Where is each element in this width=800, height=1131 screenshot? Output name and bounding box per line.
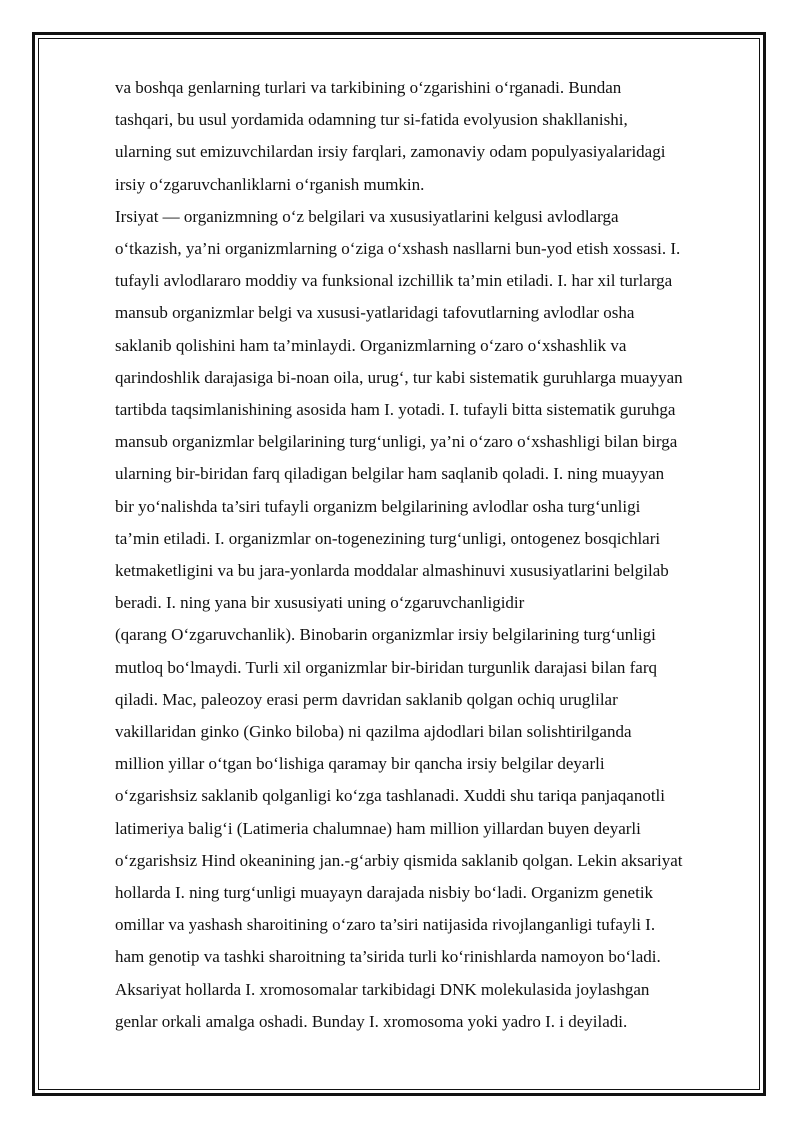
text-line: o‘tkazish, ya’ni organizmlarning o‘ziga o‘xshash nasllarni bun-yod etish xossasi. I. [115, 239, 681, 259]
text-line: mutloq bo‘lmaydi. Turli xil organizmlar bir-biridan turgunlik darajasi bilan farq [115, 657, 657, 677]
text-line: tufayli avlodlararo moddiy va funksional izchillik ta’min etiladi. I. har xil turlarga [115, 271, 673, 291]
text-line: ularning bir-biridan farq qiladigan belgilar ham saqlanib qoladi. I. ning muayyan [115, 464, 665, 484]
text-line: ketmaketligini va bu jara-yonlarda moddalar almashinuvi xususiyatlarini belgilab [115, 561, 669, 581]
text-line: omillar va yashash sharoitining o‘zaro ta’siri natijasida rivojlanganligi tufayli I. [115, 915, 656, 935]
text-line: ta’min etiladi. I. organizmlar on-togenezining turg‘unligi, ontogenez bosqichlari [115, 528, 661, 548]
text-line: qiladi. Mac, paleozoy erasi perm davridan saklanib qolgan ochiq uruglilar [115, 689, 618, 709]
text-line: bir yo‘nalishda ta’siri tufayli organizm belgilarining avlodlar osha turg‘unligi [115, 496, 641, 516]
text-line: Aksariyat hollarda I. xromosomalar tarkibidagi DNK molekulasida joylashgan [115, 979, 650, 999]
text-line: mansub organizmlar belgilarining turg‘unligi, ya’ni o‘zaro o‘xshashligi bilan birga [115, 432, 678, 452]
text-line: o‘zgarishsiz Hind okeanining jan.-g‘arbiy qismida saklanib qolgan. Lekin aksariyat [115, 850, 683, 870]
text-line: latimeriya balig‘i (Latimeria chalumnae) ham million yillardan buyen deyarli [115, 818, 641, 838]
text-line: hollarda I. ning turg‘unligi muayayn darajada nisbiy bo‘ladi. Organizm genetik [115, 883, 654, 903]
text-line: mansub organizmlar belgi va xususi-yatlaridagi tafovutlarning avlodlar osha [115, 303, 635, 323]
text-line: tartibda taqsimlanishining asosida ham I. yotadi. I. tufayli bitta sistematik guruhga [115, 400, 676, 420]
text-line: ularning sut emizuvchilardan irsiy farqlari, zamonaviy odam populyasiyalaridagi [115, 142, 666, 162]
text-line: Irsiyat — organizmning o‘z belgilari va xususiyatlarini kelgusi avlodlarga [115, 206, 619, 226]
text-line: genlar orkali amalga oshadi. Bunday I. xromosoma yoki yadro I. i deyiladi. [115, 1011, 628, 1031]
text-line: tashqari, bu usul yordamida odamning tur si-fatida evolyusion shakllanishi, [115, 110, 628, 130]
text-line: beradi. I. ning yana bir xususiyati uning o‘zgaruvchanligidir [115, 593, 525, 613]
text-line: million yillar o‘tgan bo‘lishiga qaramay bir qancha irsiy belgilar deyarli [115, 754, 605, 774]
text-line: vakillaridan ginko (Ginko biloba) ni qazilma ajdodlari bilan solishtirilganda [115, 722, 632, 742]
text-line: ham genotip va tashki sharoitning ta’sirida turli ko‘rinishlarda namoyon bo‘ladi. [115, 947, 661, 967]
text-line: va boshqa genlarning turlari va tarkibining o‘zgarishini o‘rganadi. Bundan [115, 78, 622, 97]
text-line: (qarang O‘zgaruvchanlik). Binobarin organizmlar irsiy belgilarining turg‘unligi [115, 625, 656, 645]
document-body [115, 72, 715, 1038]
text-line: saklanib qolishini ham ta’minlaydi. Organizmlarning o‘zaro o‘xshashlik va [115, 335, 627, 355]
text-line: irsiy o‘zgaruvchanliklarni o‘rganish mumkin. [115, 174, 425, 194]
text-line: o‘zgarishsiz saklanib qolganligi ko‘zga tashlanadi. Xuddi shu tariqa panjaqanotli [115, 786, 665, 806]
text-line: qarindoshlik darajasiga bi-noan oila, urug‘, tur kabi sistematik guruhlarga muayyan [115, 367, 683, 387]
